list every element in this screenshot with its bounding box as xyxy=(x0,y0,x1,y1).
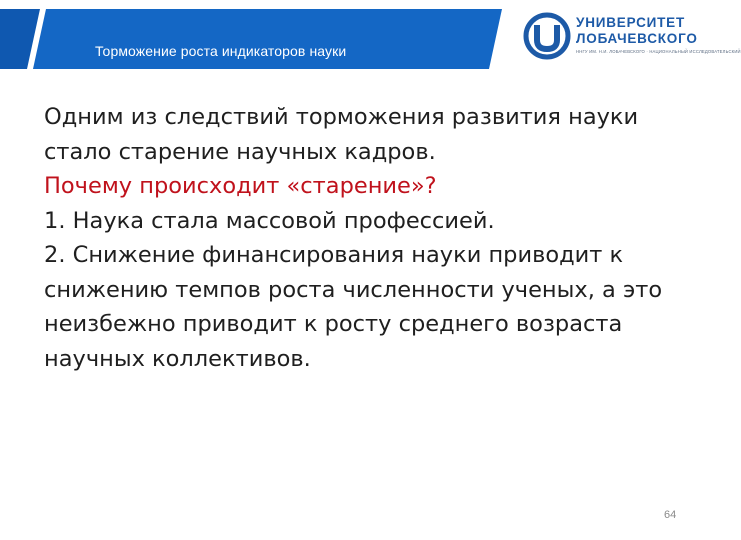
slide-body xyxy=(44,100,694,376)
list-item-2: 2. Снижение финансирования науки приводит к снижению темпов роста численности ученых, а это неизбежно приводит к росту среднего возраста научных коллективов. xyxy=(44,242,663,372)
question-heading: Почему происходит «старение»? xyxy=(44,173,437,199)
logo-subtitle: ННГУ ИМ. Н.И. ЛОБАЧЕВСКОГО · НАЦИОНАЛЬНЫЙ ИССЛЕДОВАТЕЛЬСКИЙ xyxy=(576,49,741,54)
list-item-1: 1. Наука стала массовой профессией. xyxy=(44,207,495,234)
logo-text-line1: УНИВЕРСИТЕТ xyxy=(576,15,686,30)
page-number: 64 xyxy=(664,509,677,521)
university-emblem-icon xyxy=(524,13,570,59)
intro-paragraph: Одним из следствий торможения развития науки стало старение научных кадров. xyxy=(44,104,639,165)
university-logo xyxy=(524,13,741,59)
slide-title: Торможение роста индикаторов науки xyxy=(95,43,347,59)
logo-text-line2: ЛОБАЧЕВСКОГО xyxy=(576,31,698,46)
